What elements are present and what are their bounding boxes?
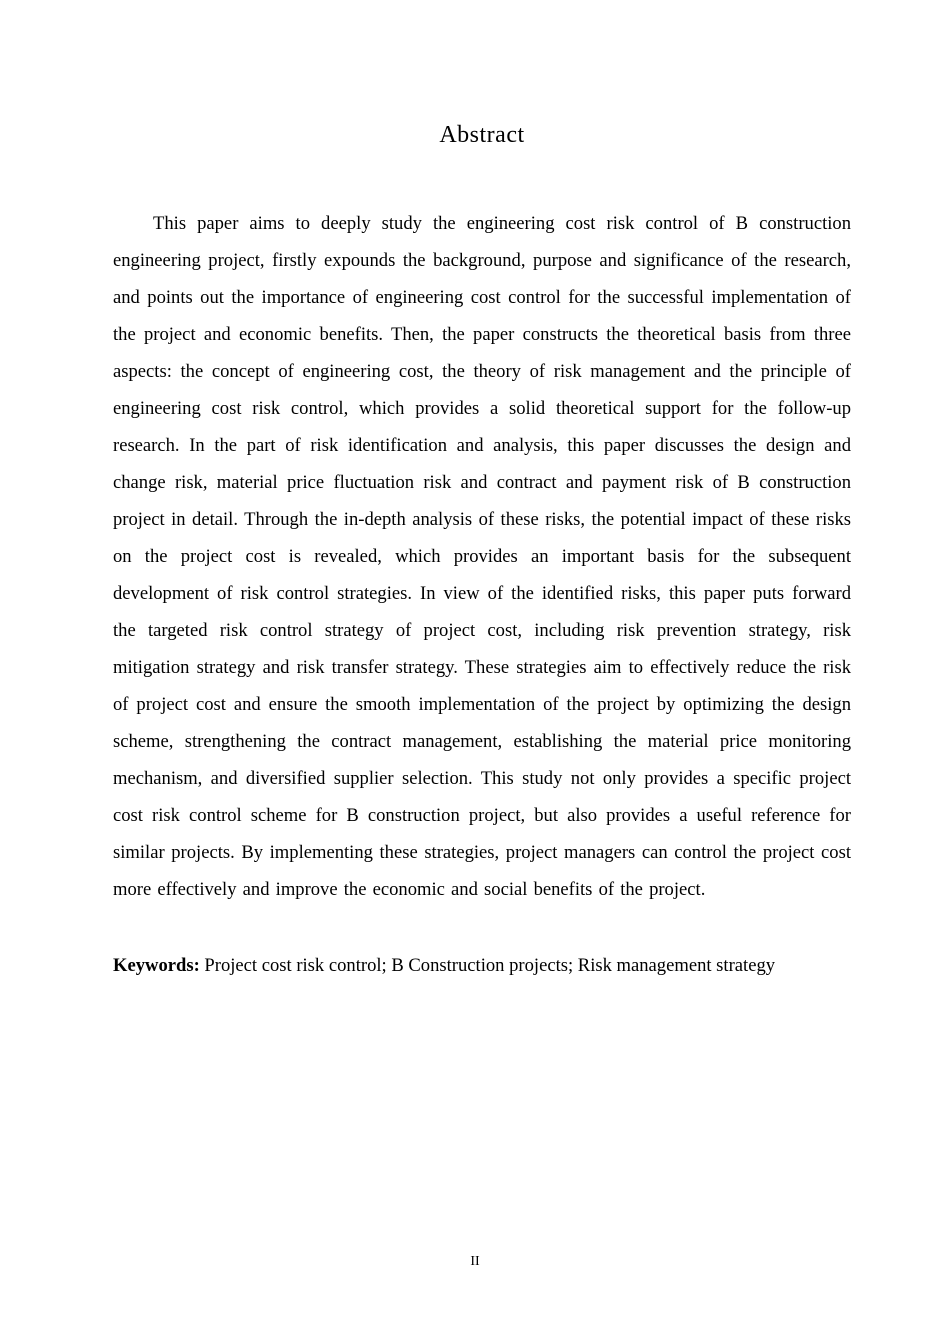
keywords-text: Project cost risk control; B Construction projects; Risk management strategy (199, 955, 776, 976)
page-content (113, 0, 851, 984)
page-title: Abstract (439, 122, 525, 148)
abstract-paragraph: This paper aims to deeply study the engineering cost risk control of B construction engineering project, firstly expounds the background, purpose and significance of the research, and points out the importance of engineering cost control for the successful implementation of the project and economic benefits. Then, the paper constructs the theoretical basis from three aspects: the concept of engineering cost, the theory of risk management and the principle of engineering cost risk control, which provides a solid theoretical support for the follow-up research. In the part of risk identification and analysis, this paper discusses the design and change risk, material price fluctuation risk and contract and payment risk of B construction project in detail. Through the in-depth analysis of these risks, the potential impact of these risks on the project cost is revealed, which provides an important basis for the subsequent development of risk control strategies. In view of the identified risks, this paper puts forward the targeted risk control strategy of project cost, including risk prevention strategy, risk mitigation strategy and risk transfer strategy. These strategies aim to effectively reduce the risk of project cost and ensure the smooth implementation of the project by optimizing the design scheme, strengthening the contract management, establishing the material price monitoring mechanism, and diversified supplier selection. This study not only provides a specific project cost risk control scheme for B construction project, but also provides a useful reference for similar projects. By implementing these strategies, project managers can control the project cost more effectively and improve the economic and social benefits of the project. (113, 213, 851, 900)
page-number: II (470, 1254, 480, 1269)
keywords-label: Keywords: (113, 955, 200, 976)
keywords-line (113, 947, 851, 984)
